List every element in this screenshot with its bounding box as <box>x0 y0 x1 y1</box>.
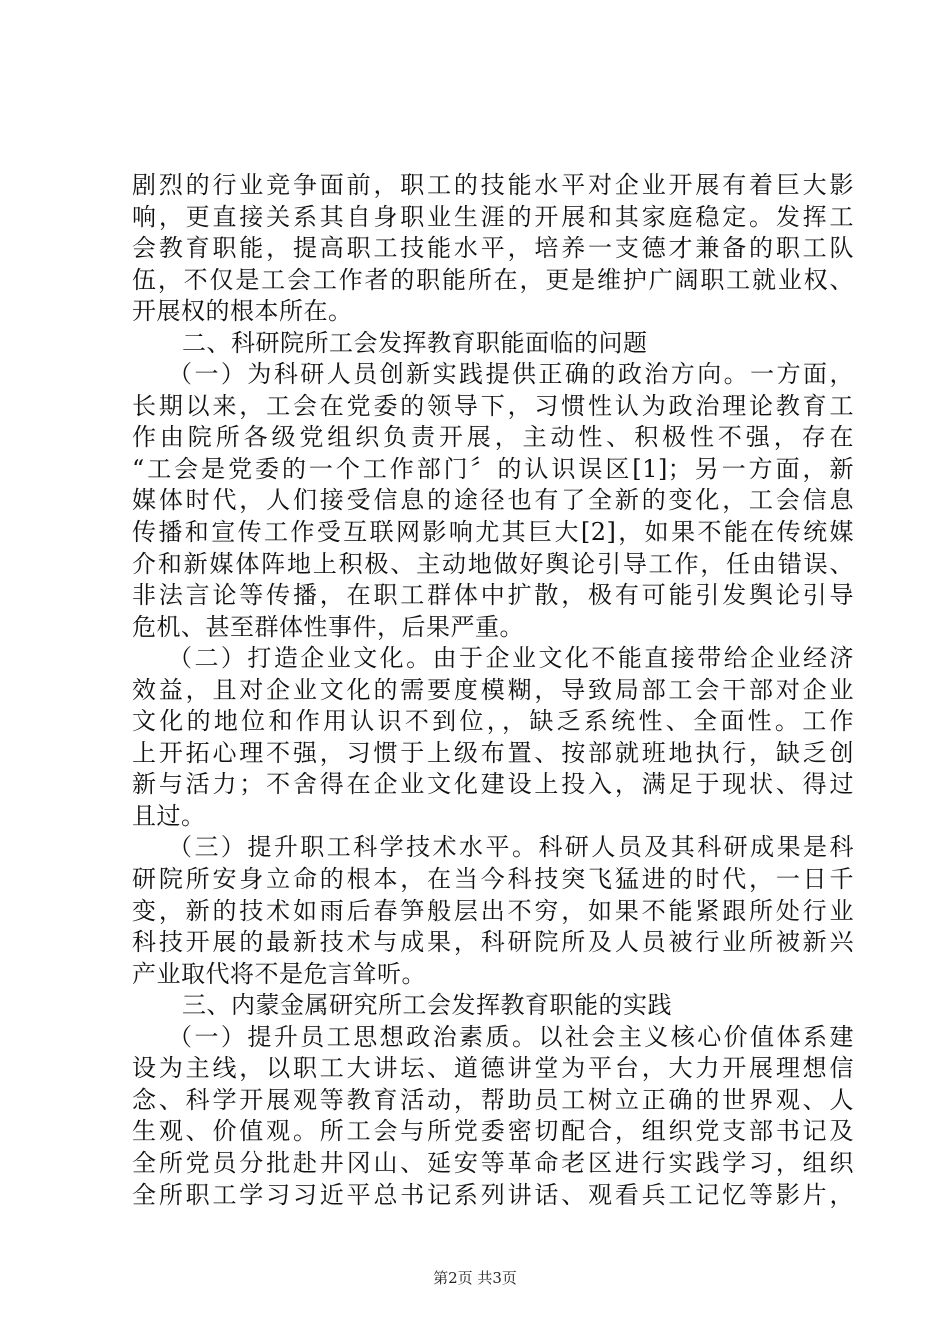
body-line: 介和新媒体阵地上积极、主动地做好舆论引导工作，任由错误、 <box>132 549 854 578</box>
body-line: 危机、甚至群体性事件，后果严重。 <box>132 612 524 641</box>
body-line: 响，更直接关系其自身职业生涯的开展和其家庭稳定。发挥工 <box>132 202 854 231</box>
body-line: 且过。 <box>132 801 206 830</box>
section-heading: 二、科研院所工会发挥教育职能面临的问题 <box>182 328 648 357</box>
page-number-label: 第2页 共3页 <box>433 1269 517 1287</box>
body-line: 传播和宣传工作受互联网影响尤其巨大[2]，如果不能在传统媒 <box>132 518 854 547</box>
body-line: 媒体时代，人们接受信息的途径也有了全新的变化，工会信息 <box>132 486 854 515</box>
body-line: 变，新的技术如雨后春笋般层出不穷，如果不能紧跟所处行业 <box>132 896 854 925</box>
body-line: 上开拓心理不强，习惯于上级布置、按部就班地执行，缺乏创 <box>132 738 854 767</box>
body-line: 研院所安身立命的根本，在当今科技突飞猛进的时代，一日千 <box>132 865 854 894</box>
body-line: 文化的地位和作用认识不到位，，缺乏系统性、全面性。工作 <box>132 707 854 736</box>
subsection-heading-line: （一）提升员工思想政治素质。以社会主义核心价值体系建 <box>168 1022 854 1051</box>
section-heading: 三、内蒙金属研究所工会发挥教育职能的实践 <box>182 991 672 1020</box>
body-line: 长期以来，工会在党委的领导下，习惯性认为政治理论教育工 <box>132 391 854 420</box>
document-body <box>132 170 854 1211</box>
body-line: 念、科学开展观等教育活动，帮助员工树立正确的世界观、人 <box>132 1085 854 1114</box>
body-line: 会教育职能，提高职工技能水平，培养一支德才兼备的职工队 <box>132 234 854 263</box>
body-line: 全所职工学习习近平总书记系列讲话、观看兵工记忆等影片， <box>132 1180 854 1209</box>
subsection-heading-line: （一）为科研人员创新实践提供正确的政治方向。一方面， <box>168 360 854 389</box>
body-line: 非法言论等传播，在职工群体中扩散，极有可能引发舆论引导 <box>132 581 854 610</box>
body-line: 作由院所各级党组织负责开展，主动性、积极性不强，存在 <box>132 423 854 452</box>
body-line: 效益，且对企业文化的需要度模糊，导致局部工会干部对企业 <box>132 675 854 704</box>
body-line: 新与活力；不舍得在企业文化建设上投入，满足于现状、得过 <box>132 770 854 799</box>
body-line: 生观、价值观。所工会与所党委密切配合，组织党支部书记及 <box>132 1117 854 1146</box>
page-footer <box>0 1268 950 1288</box>
body-line: 伍，不仅是工会工作者的职能所在，更是维护广阔职工就业权、 <box>132 265 854 294</box>
body-line: 设为主线，以职工大讲坛、道德讲堂为平台，大力开展理想信 <box>132 1054 854 1083</box>
body-line: 全所党员分批赴井冈山、延安等革命老区进行实践学习，组织 <box>132 1148 854 1177</box>
subsection-heading-line: （三）提升职工科学技术水平。科研人员及其科研成果是科 <box>168 833 854 862</box>
body-line: 产业取代将不是危言耸听。 <box>132 959 426 988</box>
body-line: 剧烈的行业竞争面前，职工的技能水平对企业开展有着巨大影 <box>132 171 854 199</box>
body-line: 开展权的根本所在。 <box>132 297 353 326</box>
subsection-heading-line: （二）打造企业文化。由于企业文化不能直接带给企业经济 <box>168 644 854 673</box>
body-line: “工会是党委的一个工作部门〞的认识误区[1]；另一方面，新 <box>132 454 854 483</box>
body-line: 科技开展的最新技术与成果，科研院所及人员被行业所被新兴 <box>132 928 854 957</box>
